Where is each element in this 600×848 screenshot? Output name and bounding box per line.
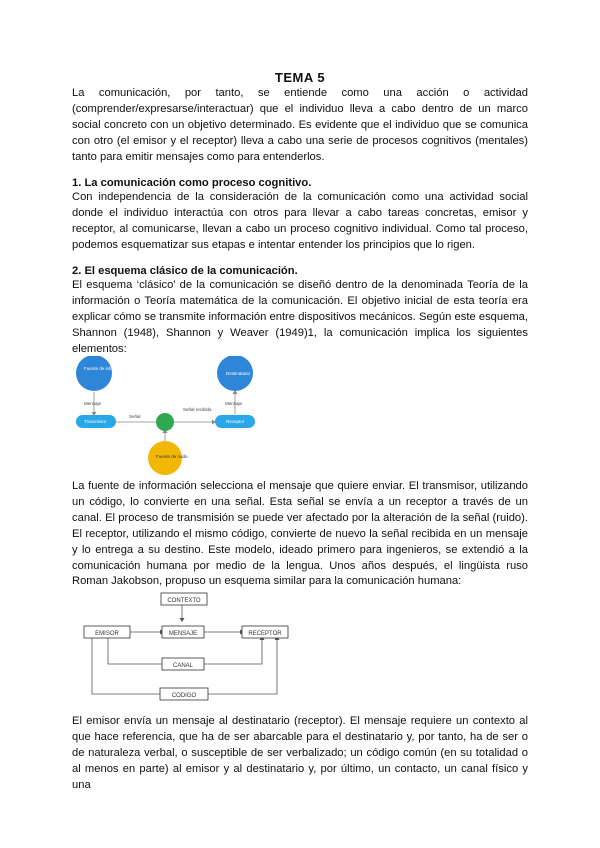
line-code-right bbox=[208, 638, 277, 694]
section2-paragraph-3: El emisor envía un mensaje al destinatario (receptor). El mensaje requiere un contexto al que hace referencia, que ha de ser abarcable para el destinatario y, por tanto, ha de ser o de naturaleza verbal, o susceptible de ser verbalizado; un código común (en su totalidad o al menos en parte) al emisor y al destinatario y, por último, un contacto, un canal físico y una bbox=[72, 715, 528, 791]
jakobson-diagram bbox=[72, 590, 302, 705]
source-label: Fuente de información bbox=[84, 366, 129, 371]
destination-label: Destinatario bbox=[226, 371, 251, 376]
section2-paragraph: El esquema ‘clásico’ de la comunicación se diseñó dentro de la denominada Teoría de la información o Teoría matemática de la comunicación. El objetivo inicial de esta teoría era explicar cómo se transmite información entre dispositivos mecánicos. Según este esquema, Shannon (1948), Shannon y Weaver (1949)1, la comunicación implica los siguientes elementos: bbox=[72, 279, 528, 355]
source-circle bbox=[76, 356, 112, 391]
noise-label: Fuente de ruido bbox=[156, 454, 188, 459]
line-channel-left bbox=[108, 638, 162, 664]
received-signal-label: Señal recibida bbox=[183, 407, 212, 412]
shannon-weaver-diagram bbox=[72, 356, 272, 476]
document-title: TEMA 5 bbox=[274, 70, 326, 85]
line-channel-right bbox=[204, 638, 262, 664]
receiver-label-box: RECEPTOR bbox=[248, 631, 282, 637]
intro-paragraph: La comunicación, por tanto, se entiende como una acción o actividad (comprender/expresarse/interactuar) que el individuo lleva a cabo dentro de un marco social concreto con un objetivo determinado. Es evidente que el individuo que se comunica con otro (el emisor y el receptor) lleva a cabo una serie de procesos cognitivos (mentales) tanto para emitir mensajes como para entenderlos. bbox=[72, 87, 528, 163]
code-label: CODIGO bbox=[171, 693, 197, 699]
channel-label: CANAL bbox=[172, 663, 194, 669]
signal-label: Señal bbox=[129, 414, 141, 419]
arrowhead-context bbox=[180, 618, 185, 622]
context-label: CONTEXTO bbox=[167, 598, 201, 604]
receiver-label: Receptor bbox=[226, 419, 245, 424]
transmitter-label: Transmisor bbox=[84, 419, 107, 424]
section2-heading: 2. El esquema clásico de la comunicación. bbox=[72, 265, 298, 277]
section1-heading: 1. La comunicación como proceso cognitivo. bbox=[72, 177, 312, 189]
section1-paragraph: Con independencia de la consideración de la comunicación como una actividad social donde el individuo interactúa con otros para llevar a cabo tareas concretas, emisor y receptor, al comunicarse, llevan a cabo un proceso cognitivo individual. Como tal proceso, podemos esquematizar sus etapas e intentar entender los principios que lo rigen. bbox=[72, 191, 528, 251]
message-left-label: Mensaje bbox=[84, 401, 102, 406]
sender-label: EMISOR bbox=[95, 631, 119, 637]
signal-node bbox=[156, 413, 174, 431]
message-label: MENSAJE bbox=[168, 631, 198, 637]
line-code-left bbox=[92, 638, 160, 694]
section2-paragraph-2: La fuente de información selecciona el mensaje que quiere enviar. El transmisor, utilizando un código, lo convierte en una señal. Esta señal se envía a un receptor a través de un canal. El proceso de transmisión se puede ver afectado por la alteración de la señal (ruido). El receptor, utilizando el mismo código, convierte de nuevo la señal recibida en un mensaje y lo entrega a su destino. Este modelo, ideado primero para ingenieros, se extendió a la comunicación humana por medio de la lengua. Unos años después, el lingüista ruso Roman Jakobson, propuso un esquema similar para la comunicación humana: bbox=[72, 480, 528, 588]
message-right-label: Mensaje bbox=[225, 401, 243, 406]
